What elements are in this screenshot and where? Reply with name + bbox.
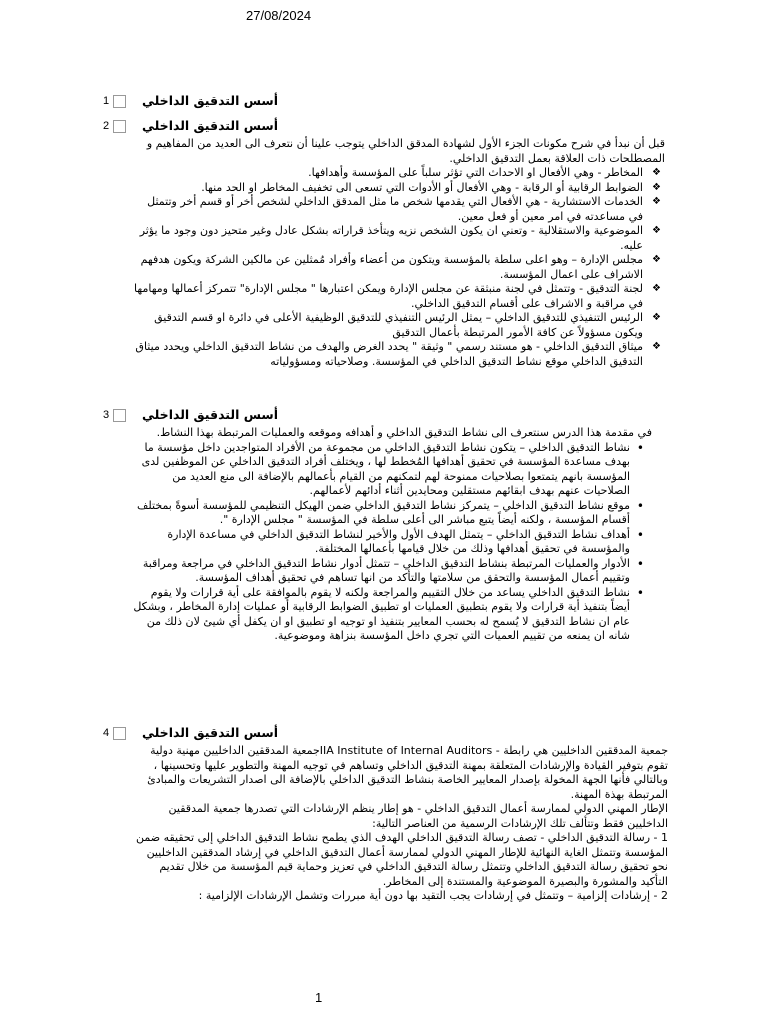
diamond-bullet-icon: ❖	[652, 181, 661, 193]
list-item: • نشاط التدقيق الداخلي يساعد من خلال التقييم والمراجعة ولكنه لا يقوم بالموافقة على أية قرارات ولا يقوم أيضاً بتنفيذ أية قرارات ولا يقوم بتطبيق العمليات او تطبيق الضوابط الرقابية أو عمليات إدارة المخاطر ، وبشكل عام ان نشاط التدقيق لا يُسمح له بحسب المعايير بتنفيذ او توجيه او تطبيق او ان يكفل أي شيئ لان ذلك من شانه ان يمنعه من تقييم العميات التي تجري داخل المؤسسة بنزاهة وموضوعية.	[133, 585, 644, 642]
checkbox-icon[interactable]	[113, 727, 126, 740]
section-4-paragraph: 1 - رسالة التدقيق الداخلي - تصف رسالة التدقيق الداخلي الهدف الذي يطمح نشاط التدقيق الداخلي إلى تحقيقه ضمن المؤسسة وتتمثل الغاية النهائية للإطار المهني الدولي لممارسة أعمال التدقيق الداخلي في إرشاد المدققين الداخليين نحو تحقيق رسالة التدقيق الداخلي وتتمثل رسالة التدقيق الداخلي في تعزيز وحماية قيم المؤسسة من خلال تقديم التأكيد والمشورة والبصيرة الموضوعية والمستندة إلى المخاطر.	[136, 831, 668, 888]
section-4-paragraph: 2 - إرشادات إلزامية – وتتمثل في إرشادات يجب التقيد بها دون أية مبررات وتشمل الإرشادات الإلزامية :	[198, 889, 668, 902]
section-heading: أسس التدقيق الداخلي	[141, 118, 278, 133]
section-4-paragraph: الإطار المهني الدولي لممارسة أعمال التدقيق الداخلي - هو إطار ينظم الإرشادات التي تصدرها جمعية المدققين الداخليين فقط وتتألف تلك الإرشادات الرسمية من العناصر التالية:	[168, 802, 668, 830]
diamond-bullet-icon: ❖	[652, 225, 661, 236]
list-item: ❖ لجنة التدقيق - وتتمثل في لجنة منبثقة عن مجلس الإدارة ويمكن اعتبارها " مجلس الإدارة" تتمركز أعمالها ومهامها في مراقبة و الاشراف على أقسام التدقيق الداخلي.	[134, 282, 661, 310]
diamond-bullet-icon: ❖	[652, 341, 661, 352]
section-number: 3	[103, 409, 110, 421]
header-date: 27/08/2024	[246, 8, 312, 23]
round-bullet-icon: •	[636, 440, 644, 455]
checkbox-icon[interactable]	[113, 409, 126, 422]
section-number: 2	[103, 120, 110, 132]
list-item: ❖ ميثاق التدقيق الداخلي - هو مستند رسمي " وثيقة " يحدد الغرض والهدف من نشاط التدقيق الداخلي ويحدد ميثاق التدقيق الداخلي موقع نشاط التدقيق الداخلي في المؤسسة. وصلاحياته ومسؤولياته	[135, 340, 661, 368]
section-2-intro: قبل أن نبدأ في شرح مكونات الجزء الأول لشهادة المدقق الداخلي يتوجب علينا أن نتعرف الى العديد من المفاهيم و المصطلحات ذات العلاقة بعمل التدقيق الداخلي.	[146, 137, 665, 165]
section-3-intro: في مقدمة هذا الدرس سنتعرف الى نشاط التدقيق الداخلي و أهدافه وموقعه والعمليات المرتبطة بهذا النشاط.	[156, 426, 652, 439]
list-item: ❖ الخدمات الاستشارية - هي الأفعال التي يقدمها شخص ما مثل المدقق الداخلي لشخص أخر أو قسم أخر وتتمثل في مساعدته في امر معين أو فعل معين.	[147, 195, 661, 223]
round-bullet-icon: •	[636, 527, 644, 542]
round-bullet-icon: •	[636, 556, 644, 571]
section-heading: أسس التدقيق الداخلي	[141, 93, 278, 108]
diamond-bullet-icon: ❖	[652, 196, 661, 207]
round-bullet-icon: •	[636, 498, 644, 513]
checkbox-icon[interactable]	[113, 95, 126, 108]
section-2-body	[132, 137, 665, 369]
list-item: ❖ الرئيس التنفيذي للتدقيق الداخلي – يمثل الرئيس التنفيذي للتدقيق الوظيفية الأعلى في دائرة او قسم التدقيق ويكون مسؤولاً عن كافة الأمور المرتبطة بأعمال التدقيق	[154, 311, 661, 339]
round-bullet-icon: •	[636, 585, 644, 600]
list-item: ❖ الضوابط الرقابية أو الرقابة - وهي الأفعال أو الأدوات التي تسعى الى تخفيف المخاطر او الحد منها.	[201, 180, 661, 194]
section-4-paragraph: جمعية المدققين الداخليين هي رابطة - IIA Institute of Internal Auditorsجمعية المدققين الداخليين مهنية دولية تقوم بتوفير القيادة والإرشادات المتعلقة بمهنة التدقيق الداخلي وتساهم في توجيه المهنة والتطوير عليها وتحسينها ، وبالتالي فأنها الجهة المخولة بإصدار المعايير الخاصة بنشاط التدقيق الداخلي بالإضافة الى اصدار التشريعات والمبادئ المرتبطة بهذة المهنة.	[147, 744, 668, 801]
section-number: 1	[103, 95, 110, 107]
list-item: • موقع نشاط التدقيق الداخلي – يتمركز نشاط التدقيق الداخلي ضمن الهيكل التنظيمي للمؤسسة أسوةً بمختلف أقسام المؤسسة ، ولكنه أيضاً يتبع مباشر الى أعلى سلطة في المؤسسة " مجلس الإدارة ".	[137, 498, 644, 526]
diamond-bullet-icon: ❖	[652, 254, 661, 265]
list-item: ❖ المخاطر - وهي الأفعال او الاحداث التي تؤثر سلباً على المؤسسة وأهدافها.	[308, 166, 661, 179]
section-4-body	[130, 744, 668, 904]
diamond-bullet-icon: ❖	[652, 312, 661, 323]
list-item: • الأدوار والعمليات المرتبطة بنشاط التدقيق الداخلي – تتمثل أدوار نشاط التدقيق الداخلي في مراجعة ومراقبة وتقييم أعمال المؤسسة والتحقق من سلامتها والتأكد من انها تساهم في تحقيق أهداف المؤسسة.	[142, 556, 644, 584]
checkbox-icon[interactable]	[113, 120, 126, 133]
section-3-body	[132, 426, 652, 644]
list-item: • أهداف نشاط التدقيق الداخلي – يتمثل الهدف الأول والأخير لنشاط التدقيق الداخلي في مساعدة الإدارة والمؤسسة في تحقيق أهدافها وذلك من خلال قيامها بأعمالها المختلفة.	[167, 527, 644, 555]
diamond-bullet-icon: ❖	[652, 167, 661, 178]
section-heading: أسس التدقيق الداخلي	[141, 725, 278, 740]
list-item: ❖ الموضوعية والاستقلالية - وتعني ان يكون الشخص نزيه ويتأخذ قراراته بشكل عادل وغير متحيز دون وجود ما يؤثر عليه.	[139, 224, 661, 252]
diamond-bullet-icon: ❖	[652, 283, 661, 294]
section-number: 4	[103, 727, 110, 739]
list-item: • نشاط التدقيق الداخلي – يتكون نشاط التدقيق الداخلي من مجموعة من الأفراد المتواجدين داخل مؤسسة ما بهدف مساعدة المؤسسة في تحقيق أهدافها المُخطط لها ، ويختلف أفراد التدقيق الداخلي عن الموظفين لدى المؤسسة بانهم يتمتعوا بصلاحيات ممنوحة لهم لتمكنهم من القيام بأعمالهم بالإضافة الى منع العديد من الصلاحيات عنهم بهدف ابقائهم مستقلين ومحايدين أثناء أدائهم لأعمالهم.	[141, 440, 644, 497]
list-item: ❖ مجلس الإدارة – وهو اعلى سلطة بالمؤسسة ويتكون من أعضاء وأفراد مُمثلين عن مالكين الشركة ويكون هدفهم الاشراف على اعمال المؤسسة.	[140, 253, 661, 281]
page-number: 1	[315, 990, 323, 1005]
section-heading: أسس التدقيق الداخلي	[141, 407, 278, 422]
